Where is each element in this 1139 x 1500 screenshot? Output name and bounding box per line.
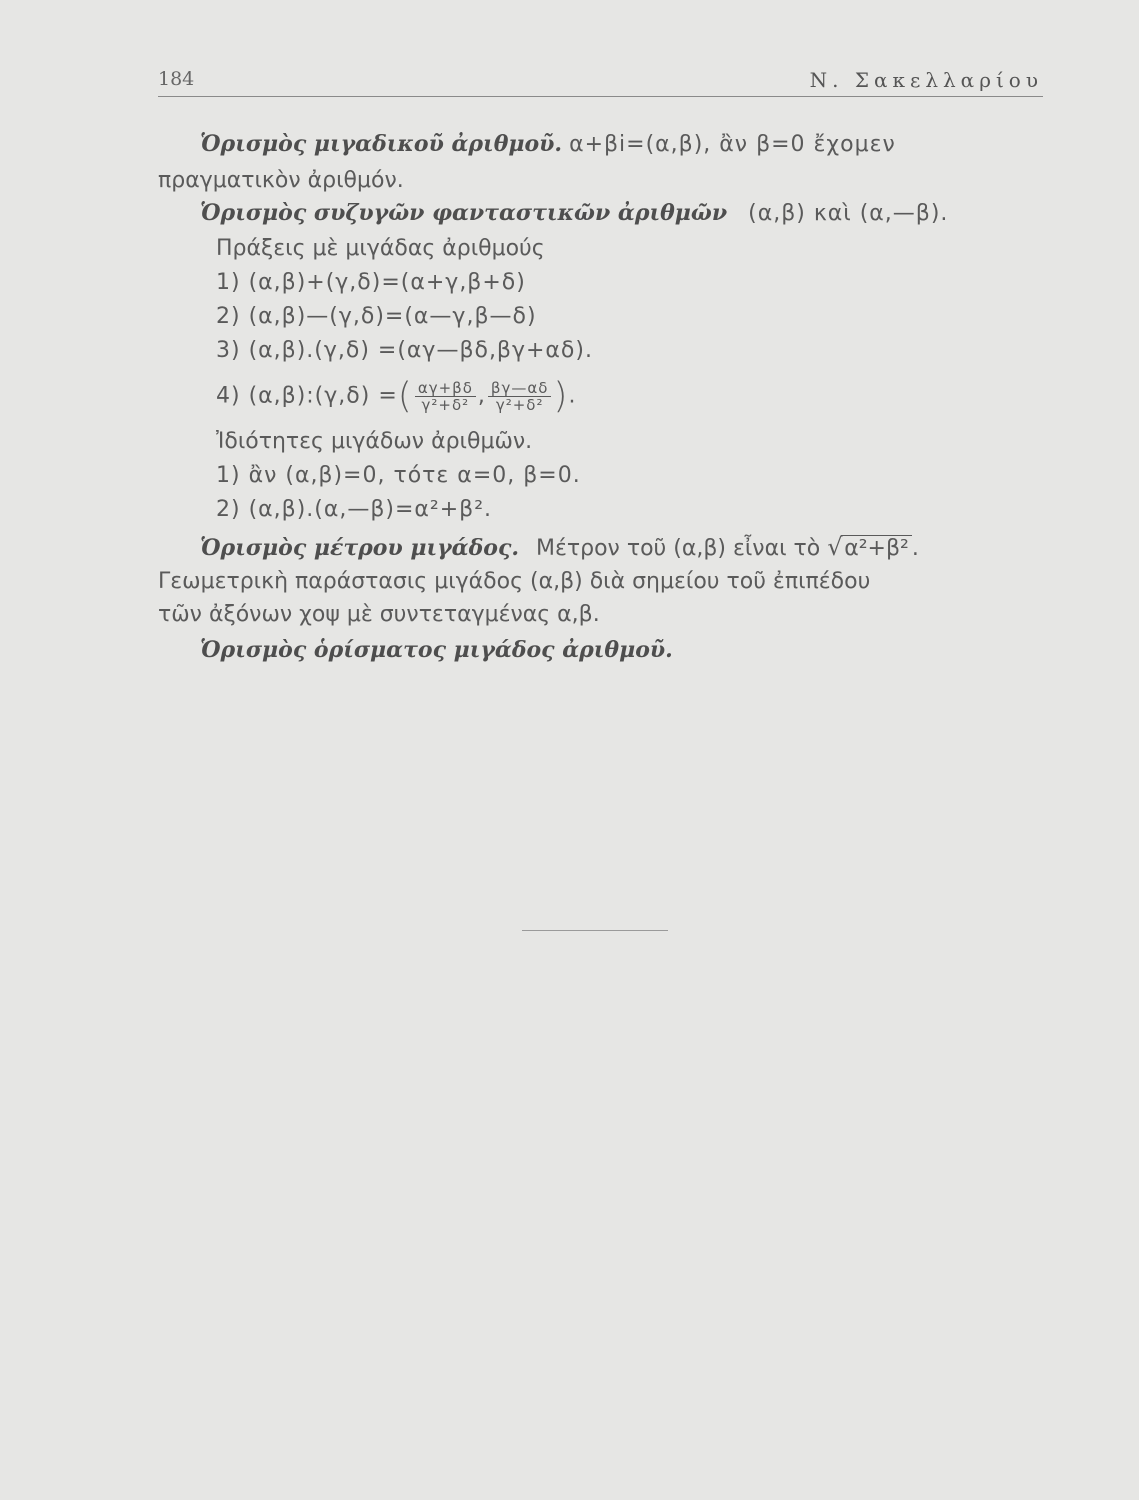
- definition-argument: Ὁρισμὸς ὁρίσματος μιγάδος ἀριθμοῦ.: [200, 637, 673, 663]
- property-zero: 1) ἂν (α,β)=0, τότε α=0, β=0.: [216, 463, 581, 488]
- fraction-numerator: αγ+βδ: [415, 380, 476, 397]
- geometric-representation-line1: Γεωμετρικὴ παράστασις μιγάδος (α,β) διὰ σημείου τοῦ ἐπιπέδου: [158, 569, 871, 594]
- definition-text: (α,β) καὶ (α,—β).: [748, 201, 949, 226]
- division-lhs: 4) (α,β):(γ,δ) =: [216, 383, 398, 409]
- definition-complex-continuation: πραγματικὸν ἀριθμόν.: [158, 168, 404, 193]
- definition-title: Ὁρισμὸς συζυγῶν φανταστικῶν ἀριθμῶν: [200, 200, 728, 226]
- page-header: [158, 68, 1043, 98]
- fraction-numerator: βγ—αδ: [488, 380, 552, 397]
- operations-heading: Πράξεις μὲ μιγάδας ἀριθμούς: [216, 236, 545, 261]
- close-paren: ): [553, 375, 569, 417]
- property-conjugate-product: 2) (α,β).(α,—β)=α²+β².: [216, 497, 493, 522]
- definition-complex-number: [200, 130, 896, 159]
- properties-heading: Ἰδιότητες μιγάδων ἀριθμῶν.: [216, 429, 533, 454]
- header-rule: [158, 96, 1043, 97]
- definition-text: α+βi=(α,β), ἂν β=0 ἔχομεν: [569, 132, 896, 157]
- geometric-representation-line2: τῶν ἀξόνων χοψ μὲ συντεταγμένας α,β.: [158, 602, 600, 627]
- square-root: [827, 535, 912, 563]
- definition-conjugate: [200, 199, 948, 228]
- radical-sign: √: [827, 533, 843, 561]
- open-paren: (: [397, 375, 413, 417]
- page-number: 184: [158, 68, 195, 90]
- definition-modulus: Ὁρισμὸς μέτρου μιγάδος. Μέτρον τοῦ (α,β) εἶναι τὸ √ α²+β² .: [200, 533, 919, 561]
- fraction-real-part: [415, 380, 476, 413]
- operation-multiplication: 3) (α,β).(γ,δ) =(αγ—βδ,βγ+αδ).: [216, 338, 593, 363]
- end-rule: [522, 930, 668, 931]
- radicand: α²+β²: [841, 535, 912, 561]
- fraction-denominator: γ²+δ²: [421, 396, 470, 414]
- definition-text: Μέτρον τοῦ (α,β) εἶναι τὸ: [536, 536, 821, 561]
- definition-title: Ὁρισμὸς μέτρου μιγάδος.: [200, 535, 519, 561]
- running-head: Ν. Σακελλαρίου: [809, 68, 1043, 92]
- definition-title: Ὁρισμὸς μιγαδικοῦ ἀριθμοῦ.: [200, 131, 563, 157]
- fraction-denominator: γ²+δ²: [495, 396, 544, 414]
- operation-addition: 1) (α,β)+(γ,δ)=(α+γ,β+δ): [216, 270, 526, 295]
- fraction-imaginary-part: [488, 380, 552, 413]
- operation-subtraction: 2) (α,β)—(γ,δ)=(α—γ,β—δ): [216, 304, 537, 329]
- operation-division: 4) (α,β):(γ,δ) =( $\frac{\alpha\gamma+\beta\delta}{\text{γ²+δ²}}$ , $\frac{\beta\gamma—\alpha\delta}{\text{γ²+δ²}}$ ).: [216, 375, 577, 417]
